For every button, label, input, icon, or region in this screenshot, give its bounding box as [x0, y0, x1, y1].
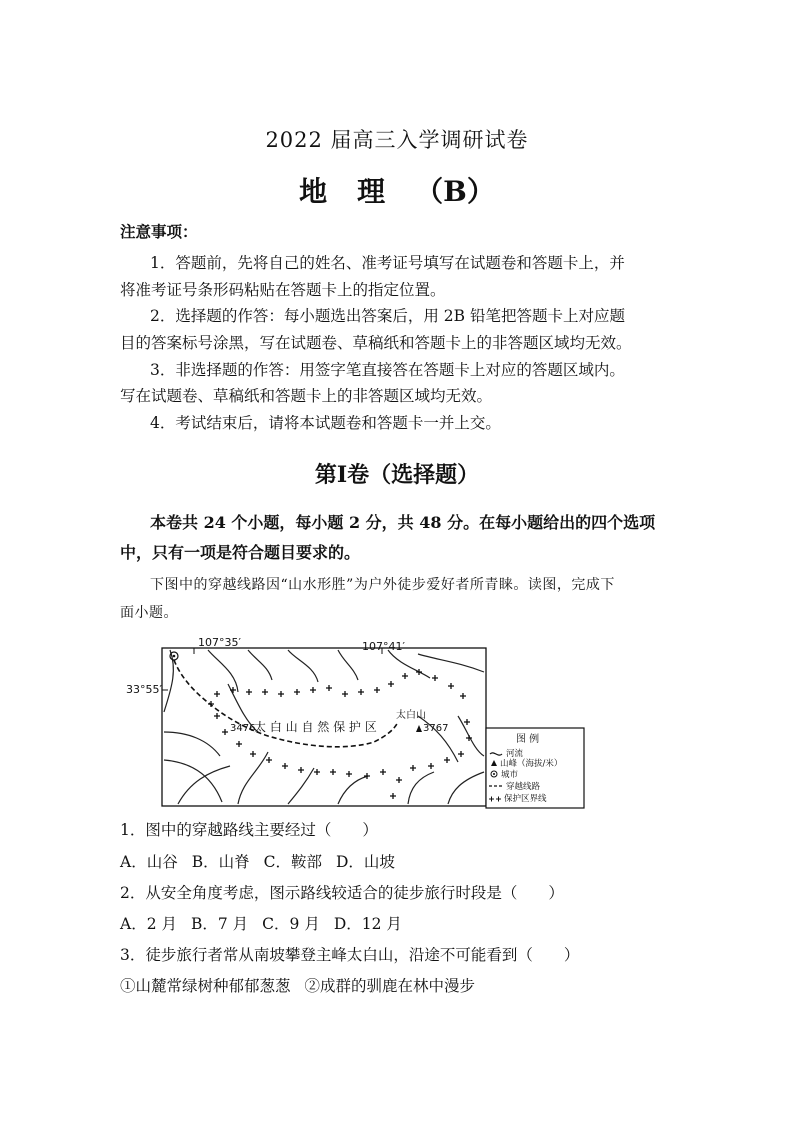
river-line [448, 772, 484, 804]
river-line [418, 654, 484, 672]
option-1[interactable]: ①山麓常绿树种郁郁葱葱 [120, 977, 291, 995]
longitude-label-1: 107°35′ [198, 636, 241, 649]
route-map [118, 632, 596, 814]
peak-left-label: 3476 [230, 723, 256, 734]
option-b[interactable]: B．7 月 [190, 915, 249, 933]
legend-title: 图 例 [516, 734, 540, 745]
subject-title [0, 170, 794, 210]
option-d[interactable]: D．山坡 [335, 853, 395, 871]
option-2[interactable]: ②成群的驯鹿在林中漫步 [304, 977, 476, 995]
note-1-line-2: 将准考证号条形码粘贴在答题卡上的指定位置。 [120, 281, 446, 299]
river-line [208, 650, 238, 692]
subject-char-1: 地 [299, 175, 328, 208]
peak-icon [416, 725, 422, 732]
option-c[interactable]: C．9 月 [262, 915, 320, 933]
note-1-line-1: 1．答题前，先将自己的姓名、准考证号填写在试题卷和答题卡上，并 [150, 254, 625, 272]
question-3-stem: 3．徒步旅行者常从南坡攀登主峰太白山，沿途不可能看到（ ） [120, 946, 580, 964]
river-line [178, 766, 230, 804]
note-3-line-2: 写在试题卷、草稿纸和答题卡上的非答题区域均无效。 [120, 387, 493, 405]
river-line [338, 776, 368, 804]
longitude-label-2: 107°41′ [362, 640, 405, 653]
river-line [338, 650, 358, 680]
note-2-line-1: 2．选择题的作答：每小题选出答案后，用 2B 铅笔把答题卡上对应题 [150, 307, 625, 325]
river-line [388, 650, 430, 678]
question-1-stem: 1．图中的穿越路线主要经过（ ） [120, 821, 378, 839]
river-line [288, 768, 314, 804]
section-intro-line-1: 本卷共 24 个小题，每小题 2 分，共 48 分。在每小题给出的四个选项 [150, 513, 656, 532]
legend-boundary: 保护区界线 [504, 794, 547, 804]
section-intro-line-2: 中，只有一项是符合题目要求的。 [120, 543, 361, 562]
option-a[interactable]: A．2 月 [120, 915, 177, 933]
option-b[interactable]: B．山脊 [191, 853, 250, 871]
river-line [248, 650, 272, 680]
legend-peak: 山峰（海拔/米） [500, 759, 563, 769]
note-4: 4．考试结束后，请将本试题卷和答题卡一并上交。 [150, 414, 501, 432]
reserve-label: 太 白 山 自 然 保 护 区 [254, 720, 377, 734]
note-2-line-2: 目的答案标号涂黑，写在试题卷、草稿纸和答题卡上的非答题区域均无效。 [120, 334, 632, 352]
note-3-line-1: 3．非选择题的作答：用签字笔直接答在答题卡上对应的答题区域内。 [150, 361, 625, 379]
reserve-boundary [208, 669, 472, 799]
map-legend [486, 728, 584, 808]
option-c[interactable]: C．鞍部 [263, 853, 322, 871]
question-2-options [120, 914, 416, 934]
river-line [164, 732, 220, 756]
passage-line-1: 下图中的穿越线路因“山水形胜”为户外徒步爱好者所青睐。读图，完成下 [150, 577, 615, 593]
passage-line-2: 面小题。 [120, 605, 178, 621]
subject-char-2: 理 [357, 175, 386, 208]
edition-label: （B） [415, 175, 495, 208]
option-d[interactable]: D．12 月 [333, 915, 402, 933]
exam-title: 2022 届高三入学调研试卷 [265, 128, 529, 152]
legend-river: 河流 [506, 749, 524, 759]
notes-heading: 注意事项： [120, 222, 198, 241]
question-1-options [120, 852, 409, 872]
river-line [288, 650, 318, 682]
peak-right-label: 3767 [423, 723, 449, 734]
river-line [408, 772, 434, 804]
peak-right-name: 太白山 [396, 710, 426, 721]
river-line [238, 752, 268, 804]
section-title: 第Ⅰ卷（选择题） [314, 462, 480, 488]
river-line [458, 716, 484, 756]
legend-city: 城市 [501, 770, 519, 780]
river-line [164, 760, 222, 802]
option-a[interactable]: A．山谷 [120, 853, 178, 871]
question-3-options [120, 976, 489, 996]
question-2-stem: 2．从安全角度考虑，图示路线较适合的徒步旅行时段是（ ） [120, 884, 564, 902]
latitude-label: 33°55′ [126, 683, 162, 696]
legend-route: 穿越线路 [506, 782, 541, 792]
